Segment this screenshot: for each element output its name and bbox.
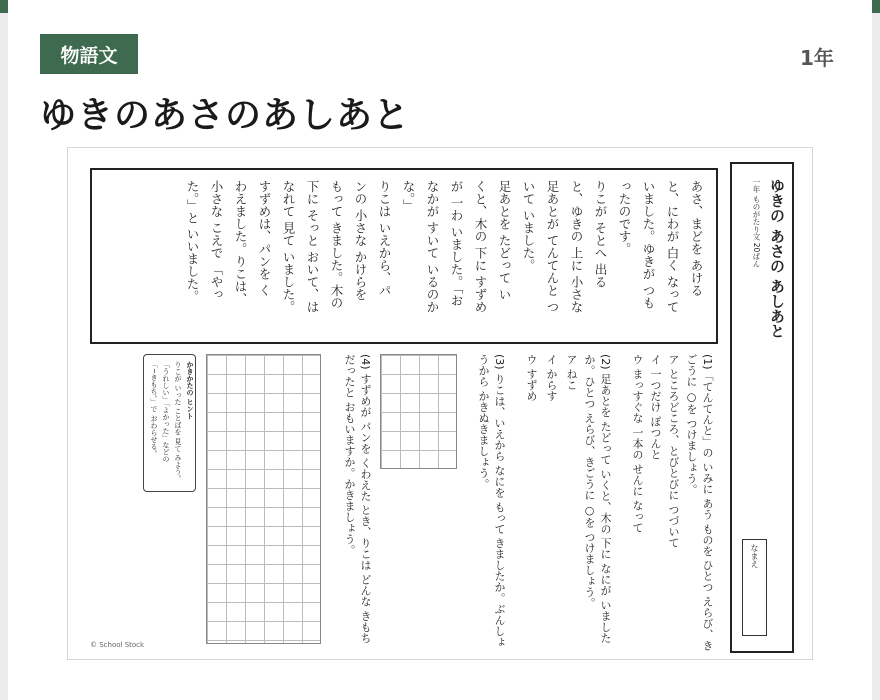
story-line: りこは いえから、パ [377,180,392,297]
story-line: 足あとを たどって い [497,180,512,301]
question-2-prompt-cont: か。ひとつ えらび、きごうに ○を つけましょう。 [583,354,596,609]
worksheet-preview [67,147,813,660]
question-3-answer-grid[interactable] [380,354,457,469]
question-3-prompt-cont: うから かきぬきましょう。 [477,354,490,490]
story-line: ったのです。 [617,180,632,255]
name-label: なまえ [750,544,759,568]
story-line: な。」 [401,180,416,212]
story-line: あさ、まどを あける [689,180,704,297]
question-1-option-b[interactable]: イ 一つだけ ぽつんと [649,354,662,460]
story-line: わえました。りこは、 [233,180,248,305]
writing-hint-box [143,354,196,492]
question-1-prompt: (1)「てんてんと」の いみに あう ものを ひとつ えらび、き [701,354,714,652]
story-line: が 一わ いました。「お [449,180,464,307]
worksheet-title: ゆきの あさの あしあと [768,178,786,339]
worksheet-title-box [730,162,794,653]
story-line: もって きました。木の [329,180,344,309]
story-line: いて いました。 [521,180,536,272]
story-line: と、にわが 白く なって [665,180,680,313]
writing-hint-text: かきかたの ヒント りこが いった ことばを 見て みよう。 「うれしい」「よかった」などの 「~きもち。」で おわらせる。 [150,361,194,482]
name-field[interactable] [742,539,767,636]
question-3-prompt: (3) りこは、いえから なにを もって きましたか。ぶんしょ [493,354,506,648]
grade-label: 1年 [800,46,834,70]
story-line: すずめは、パンを く [257,180,272,297]
question-2-option-b[interactable]: イ からす [545,354,558,402]
story-line: 足あとが てんてんと つ [545,180,560,313]
question-4-prompt: (4) すずめが パンを くわえた とき、りこは どんな きもち [359,354,372,644]
question-1-option-a[interactable]: ア ところどころ、とびとびに つづいて [667,354,680,548]
story-line: なれて 見て いました。 [281,180,296,313]
worksheet-subtitle: 一年 ものがたり文 20ばん [752,178,761,268]
story-line: と、ゆきの 上に 小さな [569,180,584,313]
question-2-option-a[interactable]: ア ねこ [565,354,578,391]
category-badge: 物語文 [40,34,138,74]
copyright-text: © School Stock [90,641,145,649]
story-line: くと、木の 下に すずめ [473,180,488,313]
question-4-prompt-cont: だったと おもいますか。かきましょう。 [343,354,356,556]
story-line: 小さな こえで 「やっ [209,180,224,301]
story-line: ンの 小さな かけらを [353,180,368,301]
question-4-answer-grid[interactable] [206,354,321,644]
question-1-prompt-cont: ごうに ○を つけましょう。 [685,354,698,495]
question-2-prompt: (2) 足あとを たどって いくと、木の 下に なにが いました [599,354,612,644]
page-title: ゆきのあさのあしあと [40,95,411,136]
story-line: なかが すいて いるのか [425,180,440,313]
question-2-option-c[interactable]: ウ すずめ [525,354,538,402]
story-line: りこが そとへ 出る [593,180,608,288]
story-line: 下に そっと おいて、は [305,180,320,313]
story-box [90,168,718,344]
story-line: た。」と いいました。 [185,180,200,303]
story-line: いました。ゆきが つも [641,180,656,309]
question-1-option-c[interactable]: ウ まっすぐな 一本の せんに なって [631,354,644,533]
